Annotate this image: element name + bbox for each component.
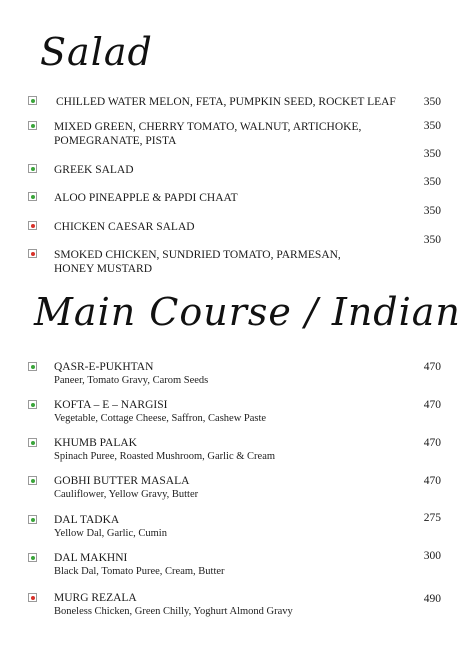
nonveg-indicator-icon: [28, 249, 37, 258]
veg-indicator-icon: [28, 164, 37, 173]
item-price: 470: [423, 475, 441, 487]
item-name: KHUMB PALAK: [54, 437, 137, 449]
veg-indicator-icon: [28, 400, 37, 409]
item-price: 470: [423, 361, 441, 373]
item-name: DAL TADKA: [54, 514, 120, 526]
item-price: 275: [423, 512, 441, 524]
item-price: 350: [423, 120, 441, 132]
item-price: 350: [423, 176, 441, 188]
item-price: 350: [423, 205, 441, 217]
item-name: CHILLED WATER MELON, FETA, PUMPKIN SEED, ROCKET LEAF: [56, 96, 396, 108]
item-name: MIXED GREEN, CHERRY TOMATO, WALNUT, ARTICHOKE,: [54, 121, 362, 133]
veg-indicator-icon: [28, 476, 37, 485]
item-name: QASR-E-PUKHTAN: [54, 361, 154, 373]
item-description: Spinach Puree, Roasted Mushroom, Garlic & Cream: [54, 451, 276, 462]
item-name: ALOO PINEAPPLE & PAPDI CHAAT: [54, 192, 238, 204]
veg-indicator-icon: [28, 438, 37, 447]
item-description: Yellow Dal, Garlic, Cumin: [54, 528, 167, 539]
item-description: Paneer, Tomato Gravy, Carom Seeds: [54, 375, 209, 386]
item-price: 350: [423, 148, 441, 160]
salad-heading: Salad: [40, 30, 153, 74]
veg-indicator-icon: [28, 362, 37, 371]
nonveg-indicator-icon: [28, 593, 37, 602]
item-name: CHICKEN CAESAR SALAD: [54, 221, 195, 233]
item-description: Vegetable, Cottage Cheese, Saffron, Cashew Paste: [54, 413, 267, 424]
item-name: DAL MAKHNI: [54, 552, 128, 564]
item-price: 470: [423, 399, 441, 411]
item-description: Cauliflower, Yellow Gravy, Butter: [54, 489, 199, 500]
item-name-line2: HONEY MUSTARD: [54, 263, 153, 275]
item-price: 300: [423, 550, 441, 562]
veg-indicator-icon: [28, 192, 37, 201]
veg-indicator-icon: [28, 553, 37, 562]
item-description: Black Dal, Tomato Puree, Cream, Butter: [54, 566, 225, 577]
main-course-heading: Main Course / Indian: [34, 290, 461, 334]
item-price: 490: [423, 593, 441, 605]
item-name-line2: POMEGRANATE, PISTA: [54, 135, 177, 147]
nonveg-indicator-icon: [28, 221, 37, 230]
veg-indicator-icon: [28, 121, 37, 130]
item-description: Boneless Chicken, Green Chilly, Yoghurt Almond Gravy: [54, 606, 293, 617]
item-name: SMOKED CHICKEN, SUNDRIED TOMATO, PARMESAN,: [54, 249, 341, 261]
item-name: GREEK SALAD: [54, 164, 134, 176]
item-price: 350: [423, 96, 441, 108]
veg-indicator-icon: [28, 96, 37, 105]
item-price: 350: [423, 234, 441, 246]
item-name: KOFTA – E – NARGISI: [54, 399, 168, 411]
item-name: MURG REZALA: [54, 592, 137, 604]
item-price: 470: [423, 437, 441, 449]
item-name: GOBHI BUTTER MASALA: [54, 475, 190, 487]
veg-indicator-icon: [28, 515, 37, 524]
